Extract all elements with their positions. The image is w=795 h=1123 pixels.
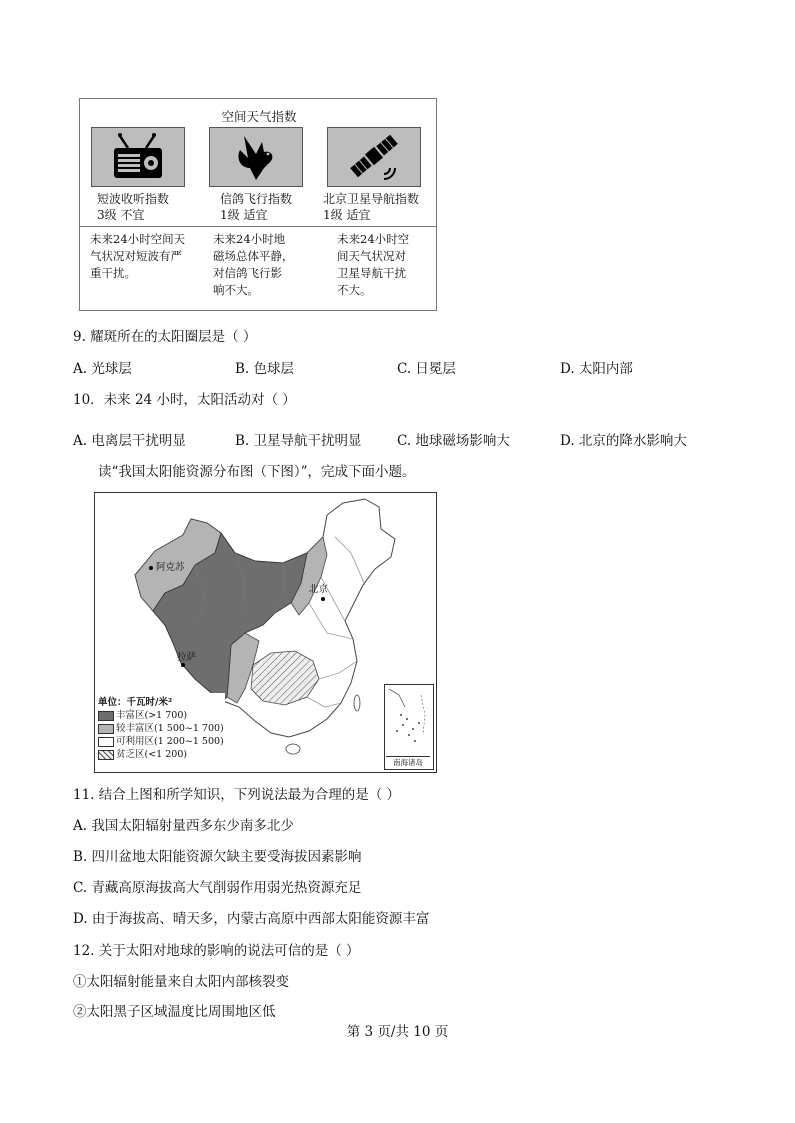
option-b: B. 卫星导航干扰明显 bbox=[235, 433, 362, 449]
card-name: 信鸽飞行指数 bbox=[220, 192, 293, 206]
question-12-stem: 12. 关于太阳对地球的影响的说法可信的是（ ） bbox=[73, 943, 360, 959]
radio-icon bbox=[91, 127, 185, 187]
city-lhasa: 拉萨 bbox=[177, 652, 197, 663]
card-level: 1级 适宜 bbox=[323, 208, 371, 222]
legend-item: 丰富区(>1 700) bbox=[98, 710, 225, 722]
option-b: B. 色球层 bbox=[235, 361, 295, 377]
question-9-stem: 9. 耀斑所在的太阳圈层是（ ） bbox=[73, 329, 257, 345]
card-name: 短波收听指数 bbox=[97, 192, 170, 206]
legend-title: 单位：千瓦时/米² bbox=[98, 697, 173, 708]
statement-2: ②太阳黑子区域温度比周围地区低 bbox=[73, 1004, 276, 1020]
card-name: 北京卫星导航指数 bbox=[323, 192, 420, 206]
option-d: D. 由于海拔高、晴天多，内蒙古高原中西部太阳能资源丰富 bbox=[73, 911, 430, 927]
map-legend bbox=[95, 693, 225, 771]
statement-1: ①太阳辐射能量来自太阳内部核裂变 bbox=[73, 974, 289, 990]
card-description: 未来24小时空 间天气状况对 卫星导航干扰 不大。 bbox=[337, 232, 410, 297]
page-number: 第 3 页/共 10 页 bbox=[346, 1024, 449, 1040]
swatch bbox=[98, 737, 114, 747]
inset-label: 南海诸岛 bbox=[386, 756, 430, 768]
option-b: B. 四川盆地太阳能资源欠缺主要受海拔因素影响 bbox=[73, 849, 362, 865]
city-dot bbox=[321, 597, 325, 601]
figure-title: 空间天气指数 bbox=[221, 109, 297, 124]
city-dot bbox=[149, 566, 153, 570]
islands-map bbox=[385, 685, 431, 755]
city-beijing: 北京 bbox=[309, 584, 329, 595]
satellite-icon bbox=[327, 127, 421, 187]
option-c: C. 日冕层 bbox=[397, 361, 456, 377]
south-china-sea-inset bbox=[384, 684, 434, 770]
reading-instruction: 读“我国太阳能资源分布图（下图）”，完成下面小题。 bbox=[98, 464, 416, 480]
option-a: A. 我国太阳辐射量西多东少南多北少 bbox=[73, 818, 294, 834]
solar-resource-map bbox=[94, 492, 437, 773]
pigeon-icon bbox=[209, 127, 303, 187]
card-level: 1级 适宜 bbox=[220, 208, 268, 222]
space-weather-figure bbox=[79, 98, 437, 311]
card-level: 3级 不宜 bbox=[97, 208, 145, 222]
card-description: 未来24小时地 磁场总体平静， 对信鸽飞行影 响不大。 bbox=[213, 232, 294, 297]
card-description: 未来24小时空间天 气状况对短波有严 重干扰。 bbox=[90, 232, 186, 280]
option-d: D. 太阳内部 bbox=[560, 361, 633, 377]
swatch bbox=[98, 724, 114, 734]
city-dot bbox=[181, 663, 185, 667]
question-10-stem: 10．未来 24 小时，太阳活动对（ ） bbox=[73, 392, 296, 408]
option-a: A. 电离层干扰明显 bbox=[73, 433, 186, 449]
option-c: C. 地球磁场影响大 bbox=[397, 433, 510, 449]
option-d: D. 北京的降水影响大 bbox=[560, 433, 687, 449]
question-11-stem: 11. 结合上图和所学知识，下列说法最为合理的是（ ） bbox=[73, 787, 401, 803]
legend-item: 贫乏区(<1 200) bbox=[98, 749, 225, 761]
option-c: C. 青藏高原海拔高大气削弱作用弱光热资源充足 bbox=[73, 880, 362, 896]
city-akesu: 阿克苏 bbox=[149, 559, 185, 573]
divider bbox=[80, 226, 436, 227]
option-a: A. 光球层 bbox=[73, 361, 132, 377]
swatch bbox=[98, 711, 114, 721]
legend-item: 可利用区(1 200~1 500) bbox=[98, 736, 225, 748]
swatch bbox=[98, 750, 114, 760]
legend-item: 较丰富区(1 500~1 700) bbox=[98, 723, 225, 735]
